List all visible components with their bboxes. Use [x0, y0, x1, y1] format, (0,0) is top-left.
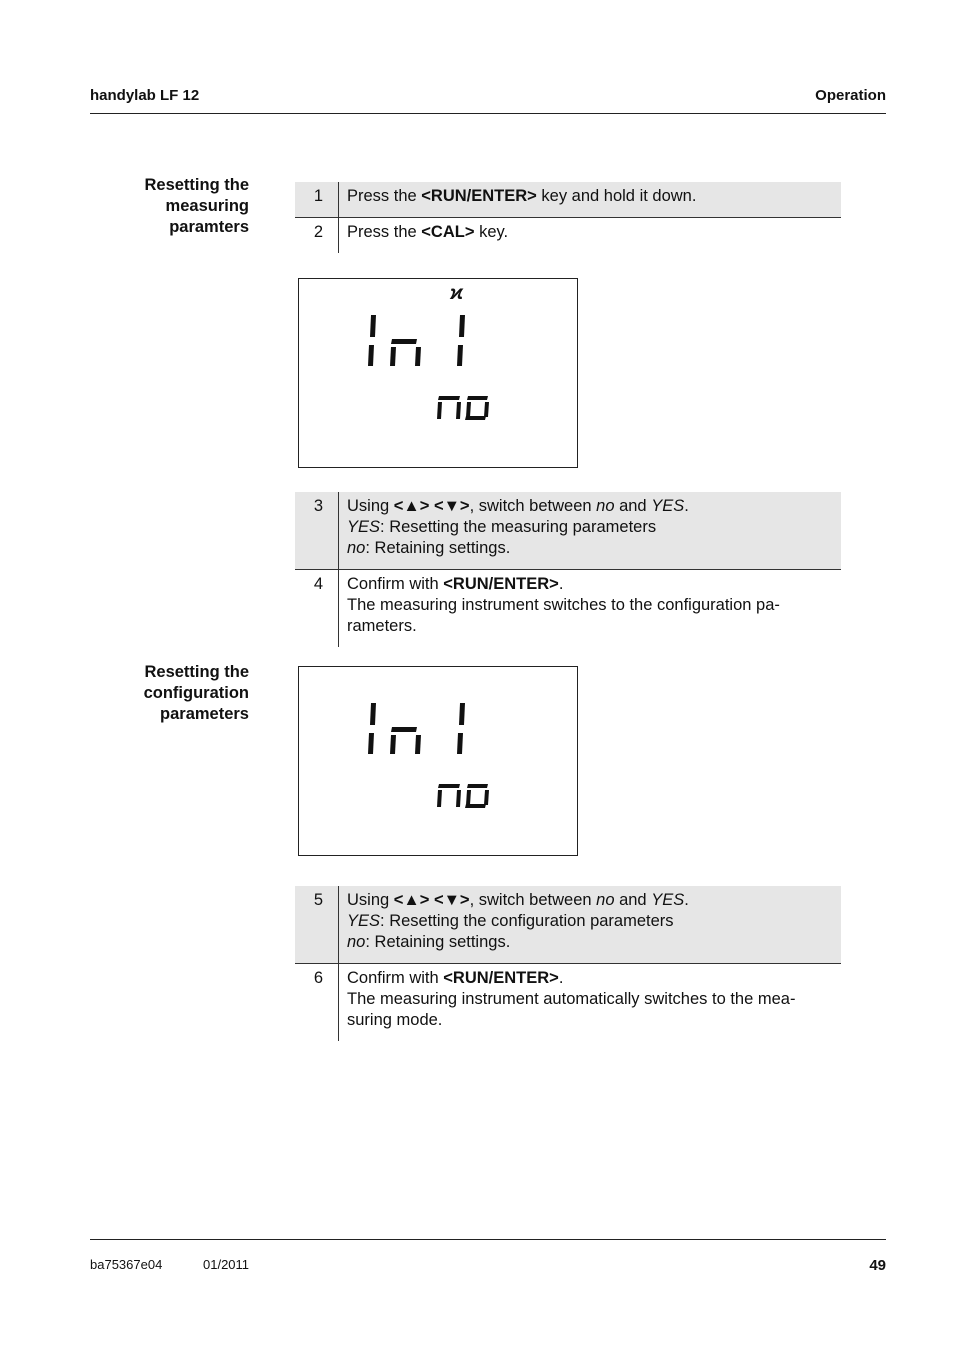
step-line	[347, 186, 841, 207]
segment	[457, 733, 463, 754]
section2-heading-line: Resetting the	[144, 663, 249, 681]
step-text	[339, 182, 841, 217]
section1-heading-line: measuring	[165, 197, 249, 215]
steps-list-2	[295, 886, 841, 1041]
lcd-display-1	[298, 278, 578, 468]
step-line	[347, 222, 841, 243]
lcd-main-text: Ini	[299, 279, 300, 280]
footer-date: 01/2011	[203, 1257, 250, 1272]
section2-heading-line: parameters	[160, 705, 249, 723]
text-run: .	[558, 969, 564, 987]
step-number: 4	[295, 570, 339, 647]
segment	[484, 790, 489, 805]
text-run: , switch between	[469, 497, 597, 515]
segment	[467, 784, 488, 788]
header-title: handylab LF 12	[90, 87, 200, 104]
text-run: key and hold it down.	[536, 187, 697, 205]
step-row	[295, 492, 841, 570]
segment	[415, 347, 421, 366]
segment	[415, 735, 421, 754]
step-line	[347, 989, 841, 1010]
footer-rule	[90, 1239, 886, 1240]
segment	[438, 784, 460, 788]
step-text	[339, 964, 841, 1041]
text-run: and	[614, 891, 652, 909]
text-run: Press the	[347, 187, 422, 205]
step-number: 1	[295, 182, 339, 217]
step-line	[347, 968, 841, 989]
step-text	[339, 218, 841, 253]
text-run: Confirm with	[347, 575, 444, 593]
segment	[459, 703, 465, 725]
text-run: Using	[347, 891, 394, 909]
segment	[456, 402, 461, 419]
step-number: 3	[295, 492, 339, 569]
segment	[466, 790, 471, 805]
segment	[465, 804, 486, 808]
segment	[368, 733, 374, 754]
section1-heading	[90, 175, 249, 238]
text-run: .	[684, 891, 689, 909]
text-run: no	[596, 497, 615, 515]
text-run: YES	[347, 518, 381, 536]
segment	[459, 315, 465, 337]
header-rule	[90, 113, 886, 114]
step-number: 6	[295, 964, 339, 1041]
step-number: 2	[295, 218, 339, 253]
step-row	[295, 182, 841, 218]
lcd-segments-1	[299, 279, 577, 467]
text-run: , switch between	[469, 891, 597, 909]
text-run: and	[614, 497, 652, 515]
step-row	[295, 886, 841, 964]
section1-heading-line: paramters	[169, 218, 249, 236]
segment	[437, 790, 442, 807]
segment	[370, 703, 376, 725]
text-run: <▲> <▼>	[393, 891, 470, 909]
text-run: key.	[474, 223, 509, 241]
step-line	[347, 890, 841, 911]
lcd-segments-2	[299, 667, 577, 855]
step-line	[347, 616, 841, 637]
step-row	[295, 218, 841, 253]
segment	[390, 735, 396, 754]
lcd-sub-text: no	[299, 281, 300, 282]
step-line	[347, 911, 841, 932]
text-run: .	[684, 497, 689, 515]
step-line	[347, 538, 841, 559]
segment	[467, 396, 488, 400]
text-run: : Retaining settings.	[365, 539, 511, 557]
conductivity-symbol: ϰ	[450, 283, 463, 304]
lcd-sub-text: no	[299, 669, 300, 670]
step-line	[347, 595, 841, 616]
section2-heading	[90, 662, 249, 725]
lcd-display-2	[298, 666, 578, 856]
steps-list-1a	[295, 182, 841, 253]
text-run: <RUN/ENTER>	[443, 969, 559, 987]
text-run: : Resetting the configuration parameters	[380, 912, 674, 930]
section2-heading-line: configuration	[143, 684, 249, 702]
section1-heading-line: Resetting the	[144, 176, 249, 194]
segment	[466, 402, 471, 417]
segment	[456, 790, 461, 807]
text-run: YES	[651, 497, 685, 515]
text-run: no	[347, 933, 366, 951]
text-run: The measuring instrument switches to the configuration pa-	[347, 596, 780, 614]
text-run: YES	[651, 891, 685, 909]
text-run: Press the	[347, 223, 422, 241]
text-run: .	[558, 575, 564, 593]
segment	[368, 345, 374, 366]
header-section: Operation	[815, 87, 886, 104]
text-run: <RUN/ENTER>	[443, 575, 559, 593]
step-line	[347, 932, 841, 953]
segment	[484, 402, 489, 417]
step-number: 5	[295, 886, 339, 963]
text-run: Confirm with	[347, 969, 444, 987]
text-run: rameters.	[347, 617, 417, 635]
text-run: <▲> <▼>	[393, 497, 470, 515]
step-line	[347, 574, 841, 595]
text-run: Using	[347, 497, 394, 515]
text-run: : Resetting the measuring parameters	[380, 518, 657, 536]
text-run: YES	[347, 912, 381, 930]
step-line	[347, 517, 841, 538]
segment	[437, 402, 442, 419]
segment	[438, 396, 460, 400]
segment	[465, 416, 486, 420]
segment	[457, 345, 463, 366]
step-line	[347, 1010, 841, 1031]
step-text	[339, 492, 841, 569]
step-row	[295, 570, 841, 647]
text-run: no	[347, 539, 366, 557]
text-run: <CAL>	[421, 223, 475, 241]
segment	[390, 347, 396, 366]
text-run: <RUN/ENTER>	[421, 187, 537, 205]
segment	[391, 727, 417, 732]
text-run: no	[596, 891, 615, 909]
step-text	[339, 570, 841, 647]
step-text	[339, 886, 841, 963]
text-run: : Retaining settings.	[365, 933, 511, 951]
text-run: The measuring instrument automatically switches to the mea-	[347, 990, 796, 1008]
text-run: suring mode.	[347, 1011, 443, 1029]
step-line	[347, 496, 841, 517]
lcd-main-text: Ini	[299, 667, 300, 668]
page-number: 49	[869, 1257, 886, 1274]
footer-doc-id: ba75367e04	[90, 1257, 163, 1272]
steps-list-1b	[295, 492, 841, 647]
step-row	[295, 964, 841, 1041]
segment	[391, 339, 417, 344]
segment	[370, 315, 376, 337]
